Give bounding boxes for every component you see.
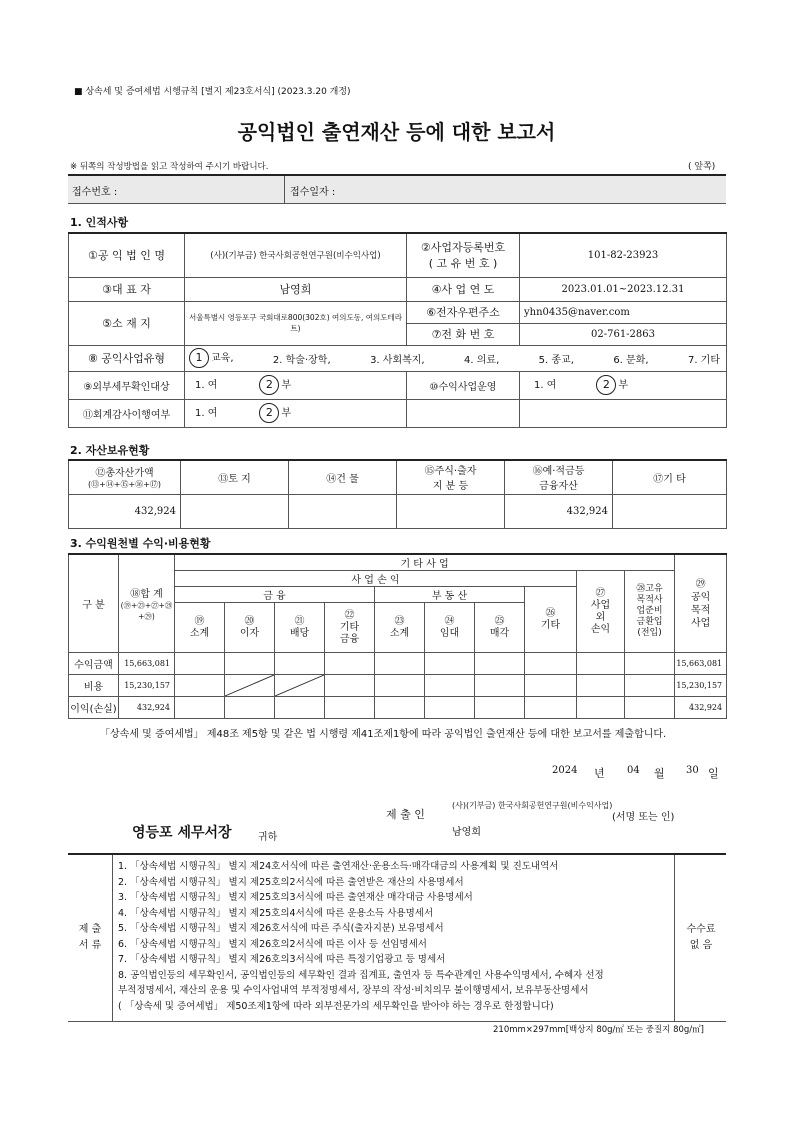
addr-label: ⑤소 재 지 (69, 301, 185, 345)
document-item: 8. 공익법인등의 세무확인서, 공익법인등의 세무확인 결과 집계표, 출연자 등 특수관계인 사용수익명세서, 수혜자 선정 (118, 969, 604, 981)
document-item: 1. 「상속세법 시행규칙」 별지 제24호서식에 따른 출연재산·운용소득·매각대금의 사용계획 및 진도내역서 (118, 861, 559, 872)
total-asset-value: 432,924 (69, 494, 181, 528)
bizno-value: 101-82-23923 (520, 233, 727, 277)
h-etc: ㉖ 기타 (525, 587, 577, 653)
document-item: 2. 「상속세법 시행규칙」 별지 제25호의2서식에 따른 출연받은 재산의 사용명세서 (118, 876, 464, 888)
document-item: 부적정명세서, 재산의 운용 및 수익사업내역 부적정명세서, 장부의 작성·비치의무 불이행명세서, 보유부동산명세서 (118, 985, 589, 996)
selected-circle: 1 (189, 348, 209, 368)
receipt-bar (68, 174, 726, 204)
tax-office: 영등포 세무서장 (132, 825, 232, 841)
bizno-label-2: ( 고 유 번 호 ) (428, 257, 498, 271)
type-option-6: 6. 문화, (613, 354, 649, 366)
type-option-5: 5. 종교, (538, 354, 574, 366)
tax-office-suffix: 귀하 (258, 832, 278, 843)
sign-label: (서명 또는 인) (612, 812, 675, 823)
date-month-unit: 월 (654, 767, 665, 780)
divider (284, 176, 285, 203)
date-day: 30 (686, 765, 699, 776)
rep-value: 남영희 (185, 277, 407, 301)
submitter-label: 제 출 인 (386, 808, 425, 821)
row-label: 비용 (69, 675, 119, 697)
email-label: ⑥전자우편주소 (407, 301, 520, 323)
selected-circle: 2 (596, 375, 616, 395)
document-item: 6. 「상속세법 시행규칙」 별지 제26호의2서식에 따른 이사 등 선임명세서 (118, 938, 427, 950)
document-item: 5. 「상속세법 시행규칙」 별지 제26호서식에 따른 주식(출자지분) 보유명세서 (118, 923, 444, 934)
paper-spec: 210mm×297mm[백상지 80g/㎡ 또는 중질지 80g/㎡] (493, 1025, 704, 1035)
page-title: 공익법인 출연재산 등에 대한 보고서 (237, 120, 556, 144)
submitter-name: 남영희 (452, 827, 481, 838)
h-sum: ⑱합 계 (⑲+㉓+㉗+㉘+㉙) (119, 554, 175, 653)
empty-cell (520, 399, 727, 427)
bizno-label-1: ②사업자등록번호 (420, 241, 506, 255)
audit-label: ⑨외부세무확인대상 (69, 371, 185, 399)
profit-label: ⑩수익사업운영 (407, 371, 520, 399)
col-other: ⑰기 타 (613, 460, 727, 494)
row-public: 15,663,081 (675, 653, 727, 675)
document-item: 7. 「상속세법 시행규칙」 별지 제26호의3서식에 따른 특정기업광고 등 명세서 (118, 954, 446, 965)
date-year: 2024 (552, 765, 578, 776)
personal-info-table (68, 232, 727, 428)
type-label: ⑧ 공익사업유형 (69, 345, 185, 371)
h-interest: ⑳ 이자 (225, 603, 275, 653)
stock-value (397, 494, 505, 528)
receipt-number-label: 접수번호 : (72, 187, 118, 198)
phone-label: ⑦전 화 번 호 (407, 323, 520, 345)
selected-circle: 2 (259, 375, 279, 395)
date-month: 04 (627, 765, 640, 776)
h-reserve: ㉘고유 목적사 업준비 금환입 (전입) (625, 571, 675, 653)
row-total: 15,230,157 (119, 675, 175, 697)
other-value (613, 494, 727, 528)
section-2-title: 2. 자산보유현황 (70, 444, 150, 457)
receipt-date-label: 접수일자 : (290, 187, 336, 198)
land-value (181, 494, 289, 528)
audit-options: 1. 여 2 부 (185, 371, 407, 399)
corp-name-label: ①공 익 법 인 명 (69, 233, 185, 277)
h-public: ㉙ 공익 목적 사업 (675, 554, 727, 653)
page-side-label: ( 앞쪽) (688, 162, 716, 172)
type-option-7: 7. 기타 (687, 354, 720, 366)
empty-cell (407, 399, 520, 427)
diagonal-cell (225, 675, 275, 697)
h-realestate: 부 동 산 (375, 587, 525, 603)
type-option-4: 4. 의료, (464, 354, 500, 366)
col-land: ⑬토 지 (181, 460, 289, 494)
documents-list (118, 859, 670, 1014)
phone-value: 02-761-2863 (520, 323, 727, 345)
table-row (69, 675, 727, 697)
building-value (289, 494, 397, 528)
submission-statement: 「상속세 및 증여세법」 제48조 제5항 및 같은 법 시행령 제41조제1항에 따라 공익법인 출연재산 등에 대한 보고서를 제출합니다. (100, 729, 667, 740)
document-item: ( 「상속세 및 증여세법」 제50조제1항에 따라 외부전문가의 세무확인을 받아야 하는 경우로 한정합니다) (118, 1000, 554, 1012)
date-day-unit: 일 (708, 767, 719, 780)
h-dividend: ㉑ 배당 (275, 603, 325, 653)
addr-value: 서울특별시 영등포구 국회대로800(302호) 여의도동, 여의도테라트) (185, 301, 407, 345)
documents-box (68, 853, 726, 1022)
h-biz-profit: 사 업 손 익 (175, 571, 577, 587)
type-option-2: 2. 학술·장학, (272, 354, 331, 366)
selected-circle: 2 (259, 403, 279, 423)
h-gubun: 구 분 (69, 554, 119, 653)
table-row (69, 653, 727, 675)
col-total: ⑫총자산가액 (⑬+⑭+⑮+⑯+⑰) (69, 460, 181, 494)
email-value: yhn0435@naver.com (520, 301, 727, 323)
h-finance: 금 융 (175, 587, 375, 603)
type-options (185, 345, 727, 371)
document-item: 4. 「상속세법 시행규칙」 별지 제25호의4서식에 따른 운용소득 사용명세서 (118, 907, 434, 919)
acct-label: ⑪회계감사이행여부 (69, 399, 185, 427)
row-label: 이익(손실) (69, 697, 119, 719)
bizno-label (407, 233, 520, 277)
table-row (69, 697, 727, 719)
income-table (68, 553, 727, 719)
submitter-org: (사)(기부금) 한국사회공헌연구원(비수익사업) (452, 801, 613, 810)
row-total: 15,663,081 (119, 653, 175, 675)
corp-name-value: (사)(기부금) 한국사회공헌연구원(비수익사업) (185, 233, 407, 277)
h-sub1: ⑲ 소계 (175, 603, 225, 653)
col-deposit: ⑯예·적금등 금융자산 (505, 460, 613, 494)
type-option-3: 3. 사회복지, (370, 354, 425, 366)
col-building: ⑭건 물 (289, 460, 397, 494)
acct-options: 1. 여 2 부 (185, 399, 407, 427)
col-stock: ⑮주식·출자 지 분 등 (397, 460, 505, 494)
section-1-title: 1. 인적사항 (70, 216, 129, 229)
row-label: 수익금액 (69, 653, 119, 675)
year-value: 2023.01.01~2023.12.31 (520, 277, 727, 301)
deposit-value: 432,924 (505, 494, 613, 528)
row-total: 432,924 (119, 697, 175, 719)
h-sub2: ㉓ 소계 (375, 603, 425, 653)
section-3-title: 3. 수익원천별 수익·비용현황 (70, 537, 211, 550)
h-fin-other: ㉒ 기타 금융 (325, 603, 375, 653)
instruction-note: ※ 뒤쪽의 작성방법을 읽고 작성하여 주시기 바랍니다. (70, 162, 269, 172)
h-sale: ㉕ 매각 (475, 603, 525, 653)
h-other-biz: 기 타 사 업 (175, 554, 675, 571)
row-public: 15,230,157 (675, 675, 727, 697)
documents-label: 제 출 서 류 (68, 855, 113, 1021)
h-rent: ㉔ 임대 (425, 603, 475, 653)
document-item: 3. 「상속세법 시행규칙」 별지 제25호의3서식에 따른 출연재산 매각대금 사용명세서 (118, 892, 473, 903)
h-nonbiz: ㉗ 사업 외 손익 (577, 571, 625, 653)
profit-options: 1. 여 2 부 (520, 371, 727, 399)
date-year-unit: 년 (594, 767, 605, 780)
type-option-1: 1 교육, (189, 348, 234, 368)
rep-label: ③대 표 자 (69, 277, 185, 301)
fee-label: 수수료 없 음 (674, 855, 727, 1021)
diagonal-cell (275, 675, 325, 697)
year-label: ④사 업 연 도 (407, 277, 520, 301)
form-reference: ■ 상속세 및 증여세법 시행규칙 [별지 제23호서식] (2023.3.20 개정) (74, 87, 351, 97)
row-public: 432,924 (675, 697, 727, 719)
asset-table (68, 459, 727, 529)
